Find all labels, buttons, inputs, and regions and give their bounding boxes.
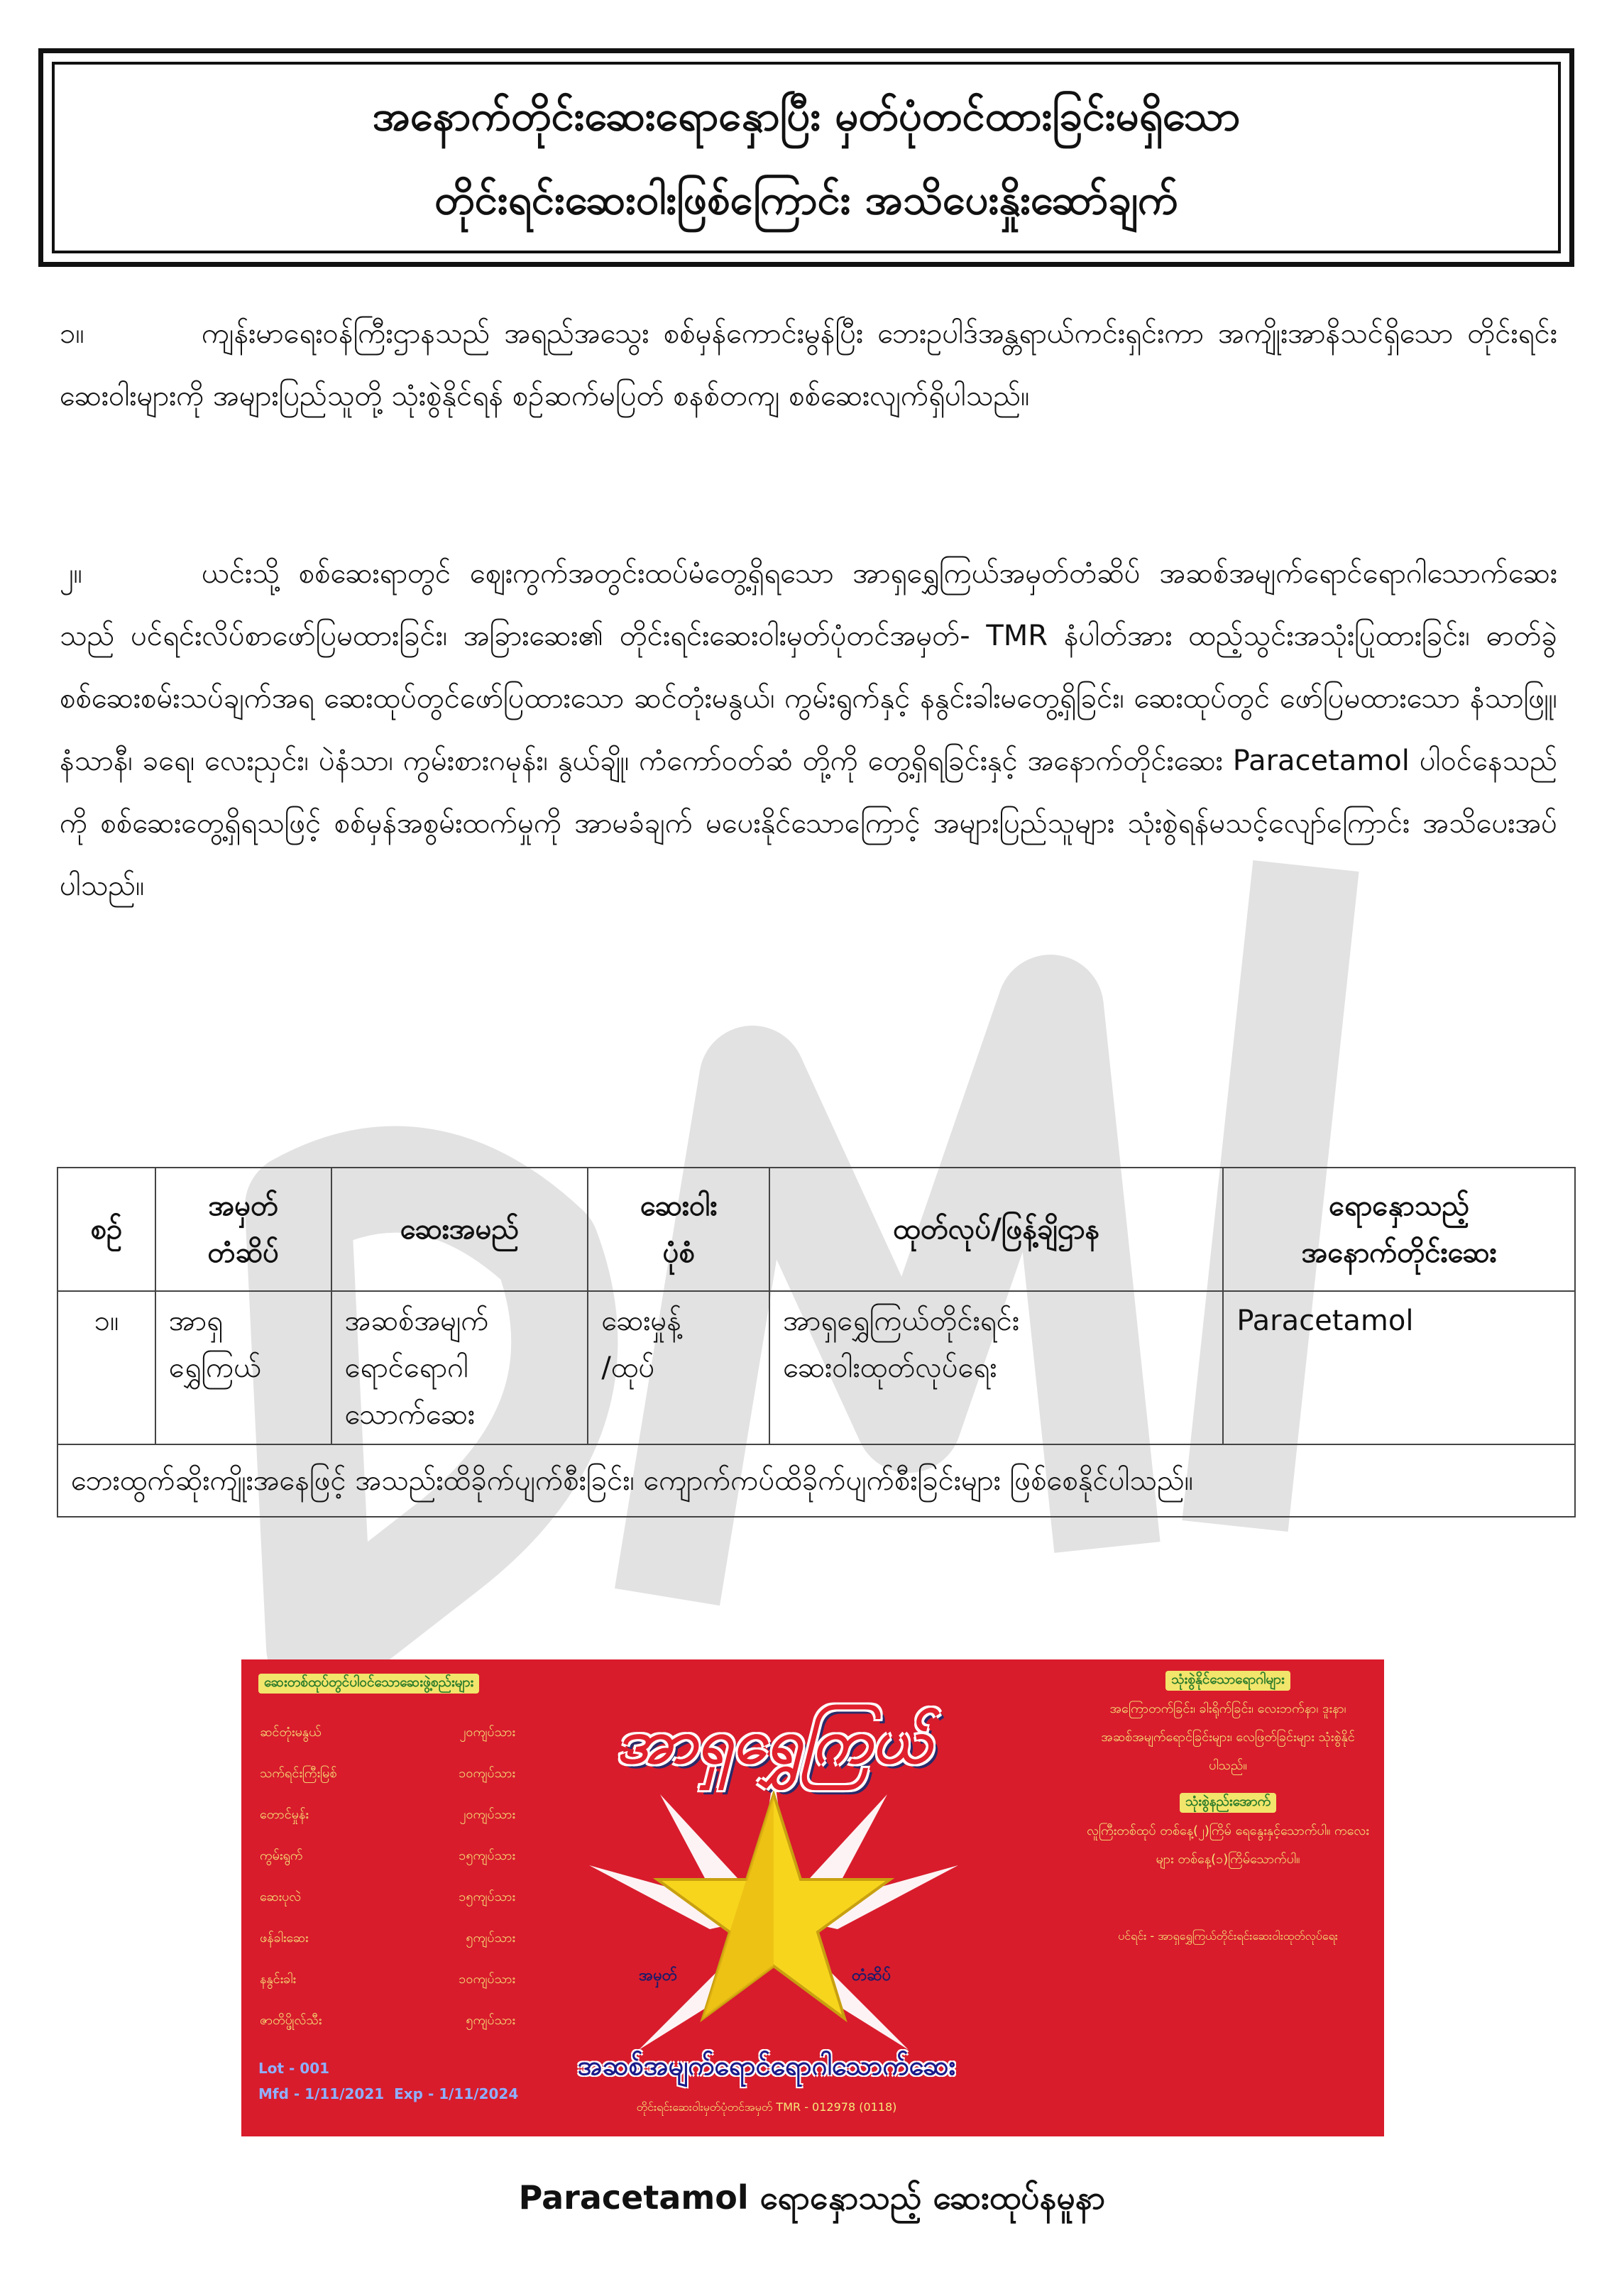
- package-right-heading-2: သုံးစွဲနည်းအောက်: [1180, 1793, 1276, 1813]
- results-table: [57, 1167, 1576, 1518]
- list-item: [260, 1959, 515, 2000]
- ingredient-name: ဇာတိပ္ဖိုလ်သီး: [260, 2013, 322, 2028]
- cell-maker: အာရှရွှေကြယ်တိုင်းရင်း ဆေးဝါးထုတ်လုပ်ရေး: [769, 1291, 1223, 1444]
- table-note-row: [57, 1444, 1575, 1517]
- paragraph-1: [60, 302, 1557, 427]
- cell-form: ဆေးမှုန့် /ထုပ်: [588, 1291, 769, 1444]
- star-icon: [575, 1766, 972, 2064]
- ingredient-amount: ၂၀ကျပ်သား: [459, 1807, 515, 1822]
- header-adulterant: [1223, 1168, 1575, 1291]
- package-right-footer: ပင်ရင်း - အာရှရွှေကြယ်တိုင်းရင်းဆေးဝါးထုတ်လုပ်ရေး: [1118, 1929, 1338, 1943]
- package-ingredient-list: [260, 1712, 515, 2041]
- header-name: ဆေးအမည်: [331, 1168, 588, 1291]
- package-product-name: အဆစ်အမျက်ရောင်ရောဂါသောက်ဆေး: [577, 2050, 956, 2081]
- ingredient-amount: ၁၀ကျပ်သား: [459, 1766, 515, 1781]
- package-brand: အာရှရွှေကြယ်: [616, 1706, 931, 1777]
- package-right-heading-1: သုံးစွဲနိုင်သောရောဂါများ: [1165, 1671, 1290, 1691]
- ingredient-name: ဆေးပုလဲ: [260, 1889, 302, 1904]
- paragraph-2: [60, 542, 1557, 917]
- ingredient-name: ကွမ်းရွက်: [260, 1848, 303, 1863]
- header-no: စဉ်: [57, 1168, 155, 1291]
- header-brand: [155, 1168, 331, 1291]
- package-tmr: တိုင်းရင်းဆေးဝါးမှတ်ပုံတင်အမှတ် TMR - 012978 (0118): [636, 2100, 897, 2114]
- ingredient-name: ဆင်တုံးမနွယ်: [260, 1725, 322, 1740]
- list-item: [260, 1918, 515, 1959]
- package-left-heading-wrap: [258, 1674, 479, 1694]
- paragraph-1-text: ကျန်းမာရေးဝန်ကြီးဌာနသည် အရည်အသွေး စစ်မှန်ကောင်းမွန်ပြီး ဘေးဥပါဒ်အန္တရာယ်ကင်းရှင်းကာ အကျိုးအာနိသင်ရှိသော တိုင်းရင်းဆေးဝါးများကို အများပြည်သူတို့ သုံးစွဲနိုင်ရန် စဉ်ဆက်မပြတ် စနစ်တကျ စစ်ဆေးလျက်ရှိပါသည်။: [60, 317, 1557, 412]
- title-inner-border: [52, 62, 1561, 253]
- paragraph-2-text: ယင်းသို့ စစ်ဆေးရာတွင် ဈေးကွက်အတွင်းထပ်မံတွေ့ရှိရသော အာရှရွှေကြယ်အမှတ်တံဆိပ် အဆစ်အမျက်ရောင်ရောဂါသောက်ဆေးသည် ပင်ရင်းလိပ်စာဖော်ပြမထားခြင်း၊ အခြားဆေး၏ တိုင်းရင်းဆေးဝါးမှတ်ပုံတင်အမှတ်- TMR နံပါတ်အား ထည့်သွင်းအသုံးပြုထားခြင်း၊ ဓာတ်ခွဲစစ်ဆေးစမ်းသပ်ချက်အရ ဆေးထုပ်တွင်ဖော်ပြထားသော ဆင်တုံးမနွယ်၊ ကွမ်းရွက်နှင့် နနွင်းခါးမတွေ့ရှိခြင်း၊ ဆေးထုပ်တွင် ဖော်ပြမထားသော နံသာဖြူ၊ နံသာနီ၊ ခရေ၊ လေးညှင်း၊ ပဲနံသာ၊ ကွမ်းစားဂမုန်း၊ နွယ်ချို၊ ကံကော်ဝတ်ဆံ တို့ကို တွေ့ရှိရခြင်းနှင့် အနောက်တိုင်းဆေး Paracetamol ပါဝင်နေသည်ကို စစ်ဆေးတွေ့ရှိရသဖြင့် စစ်မှန်အစွမ်းထက်မှုကို အာမခံချက် မပေးနိုင်သောကြောင့် အများပြည်သူများ သုံးစွဲရန်မသင့်လျော်ကြောင်း အသိပေးအပ်ပါသည်။: [60, 557, 1557, 902]
- ingredient-amount: ၂၀ကျပ်သား: [459, 1725, 515, 1740]
- header-form: [588, 1168, 769, 1291]
- package-right-text-2: လူကြီးတစ်ထုပ် တစ်နေ့(၂)ကြိမ် ရေနွေးနှင့်သောက်ပါ။ ကလေးများ တစ်နေ့(၁)ကြိမ်သောက်ပါ။: [1087, 1823, 1369, 1867]
- ingredient-name: သက်ရင်းကြီးမြစ်: [260, 1766, 337, 1781]
- package-lot: Lot - 001: [258, 2060, 330, 2077]
- cell-adulterant: Paracetamol: [1223, 1291, 1575, 1444]
- ingredient-name: နနွင်းခါး: [260, 1972, 296, 1987]
- ingredient-name: တောင်မှုန်း: [260, 1807, 309, 1822]
- cell-no: ၁။: [57, 1291, 155, 1444]
- paragraph-2-number: ၂။: [60, 557, 82, 590]
- ingredient-amount: ၁၅ကျပ်သား: [459, 1889, 515, 1904]
- ingredient-name: ဖန်ခါးဆေး: [260, 1931, 309, 1945]
- table-row: [57, 1291, 1575, 1444]
- list-item: [260, 1753, 515, 1794]
- package-image: [241, 1659, 1384, 2136]
- ingredient-amount: ၅ကျပ်သား: [466, 2013, 515, 2028]
- cell-name: အဆစ်အမျက် ရောင်ရောဂါ သောက်ဆေး: [331, 1291, 588, 1444]
- package-mark-left: အမှတ်: [639, 1967, 678, 1985]
- package-lot-info: [258, 2056, 518, 2107]
- paragraph-1-number: ၁။: [60, 317, 84, 350]
- package-exp: Exp - 1/11/2024: [394, 2085, 519, 2102]
- table-header-row: [57, 1168, 1575, 1291]
- header-form-text: ဆေးဝါး ပုံစံ: [640, 1190, 718, 1269]
- header-brand-text: အမှတ် တံဆိပ်: [207, 1190, 279, 1269]
- ingredient-amount: ၁၅ကျပ်သား: [459, 1848, 515, 1863]
- package-mark-right: တံဆိပ်: [852, 1967, 891, 1985]
- package-right-panel: [1086, 1671, 1370, 1949]
- side-effect-note: ဘေးထွက်ဆိုးကျိုးအနေဖြင့် အသည်းထိခိုက်ပျက်စီးခြင်း၊ ကျောက်ကပ်ထိခိုက်ပျက်စီးခြင်းများ ဖြစ်စေနိုင်ပါသည်။: [57, 1444, 1575, 1517]
- list-item: [260, 2000, 515, 2041]
- header-maker: ထုတ်လုပ်/ဖြန့်ချိဌာန: [769, 1168, 1223, 1291]
- cell-brand: အာရှ ရွှေကြယ်: [155, 1291, 331, 1444]
- package-mfd: Mfd - 1/11/2021: [258, 2085, 385, 2102]
- package-left-heading: ဆေးတစ်ထုပ်တွင်ပါဝင်သောဆေးဖွဲ့စည်းများ: [258, 1674, 479, 1694]
- header-adulterant-text: ရောနှောသည့် အနောက်တိုင်းဆေး: [1301, 1190, 1497, 1269]
- ingredient-amount: ၁၀ကျပ်သား: [459, 1972, 515, 1987]
- image-caption: Paracetamol ရောနှောသည့် ဆေးထုပ်နမူနာ: [518, 2178, 1106, 2217]
- package-right-text-1: အကြောတက်ခြင်း၊ ခါးရိုက်ခြင်း၊ လေးဘက်နာ၊ ဒူးနာ၊ အဆစ်အမျက်ရောင်ခြင်းများ၊ လေဖြတ်ခြင်းများ သုံးစွဲနိုင်ပါသည်။: [1101, 1701, 1355, 1773]
- list-item: [260, 1794, 515, 1835]
- ingredient-amount: ၅ကျပ်သား: [466, 1931, 515, 1945]
- title-box: [38, 48, 1574, 267]
- page-title-line-1: အနောက်တိုင်းဆေးရောနှောပြီး မှတ်ပုံတင်ထားခြင်းမရှိသော: [372, 92, 1241, 140]
- list-item: [260, 1835, 515, 1877]
- page-title-line-2: တိုင်းရင်းဆေးဝါးဖြစ်ကြောင်း အသိပေးနှိုးဆော်ချက်: [434, 175, 1178, 224]
- list-item: [260, 1712, 515, 1753]
- list-item: [260, 1877, 515, 1918]
